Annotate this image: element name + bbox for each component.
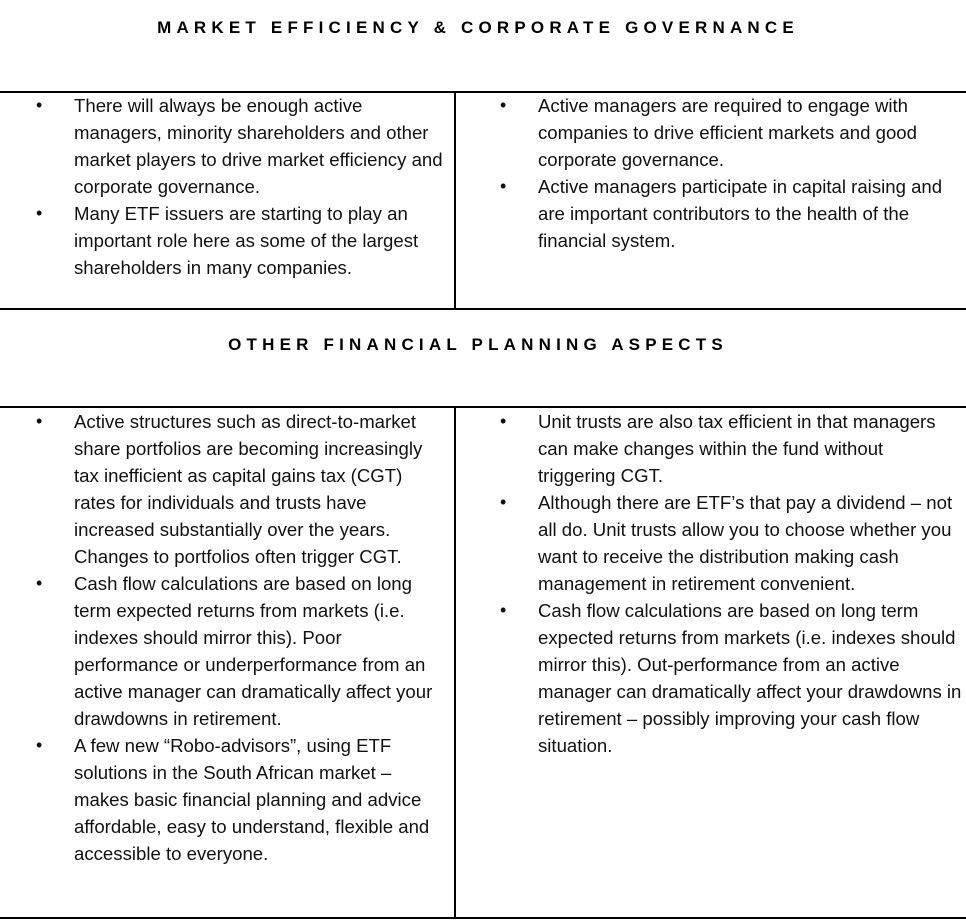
bullet-text: Cash flow calculations are based on long term expected returns from markets (i.e. indexes should mirror this). Out-performance from an active manager can dramatically affect your drawdowns in retirement – possibly improving your cash flow situation.	[538, 600, 962, 756]
bullet-text: Although there are ETF’s that pay a dividend – not all do. Unit trusts allow you to choose whether you want to receive the distribution making cash management in retirement convenient.	[538, 492, 953, 594]
bullet-icon: •	[500, 176, 507, 196]
bullet-icon: •	[36, 411, 43, 431]
bullet-text: There will always be enough active managers, minority shareholders and other market players to drive market efficiency and corporate governance.	[74, 95, 443, 197]
bullet-icon: •	[36, 573, 43, 593]
bullet-icon: •	[36, 735, 43, 755]
list-item	[0, 408, 962, 489]
bullet-text: Unit trusts are also tax efficient in that managers can make changes within the fund without triggering CGT.	[538, 411, 936, 486]
list-item	[0, 489, 962, 597]
bullet-icon: •	[500, 95, 507, 115]
list-item	[0, 597, 962, 759]
bullet-icon: •	[500, 492, 507, 512]
table-bottom-border-2	[0, 917, 966, 919]
section2-right-cell	[0, 408, 962, 759]
list-item	[0, 173, 962, 254]
bullet-icon: •	[500, 411, 507, 431]
bullet-text: A few new “Robo-advisors”, using ETF solutions in the South African market – makes basic financial planning and advice affordable, easy to understand, flexible and accessible to everyone.	[74, 735, 430, 864]
section-heading-other-financial-planning: OTHER FINANCIAL PLANNING ASPECTS	[228, 335, 728, 354]
bullet-text: Active structures such as direct-to-market share portfolios are becoming increasingly tax inefficient as capital gains tax (CGT) rates for individuals and trusts have increased substantially over the years. Changes to portfolios often trigger CGT.	[74, 411, 423, 567]
bullet-text: Cash flow calculations are based on long term expected returns from markets (i.e. indexes should mirror this). Poor performance or underperformance from an active manager can dramatically affect your drawdowns in retirement.	[74, 573, 433, 729]
bullet-text: Active managers are required to engage with companies to drive efficient markets and good corporate governance.	[538, 95, 917, 170]
list-item	[0, 92, 962, 173]
table-bottom-border-1	[0, 308, 966, 310]
bullet-icon: •	[500, 600, 507, 620]
bullet-text: Many ETF issuers are starting to play an important role here as some of the largest shareholders in many companies.	[74, 203, 419, 278]
bullet-text: Active managers participate in capital raising and are important contributors to the health of the financial system.	[538, 176, 943, 251]
section-heading-market-efficiency: MARKET EFFICIENCY & CORPORATE GOVERNANCE	[157, 18, 799, 37]
bullet-icon: •	[36, 203, 43, 223]
section1-right-cell	[0, 92, 962, 254]
bullet-icon: •	[36, 95, 43, 115]
